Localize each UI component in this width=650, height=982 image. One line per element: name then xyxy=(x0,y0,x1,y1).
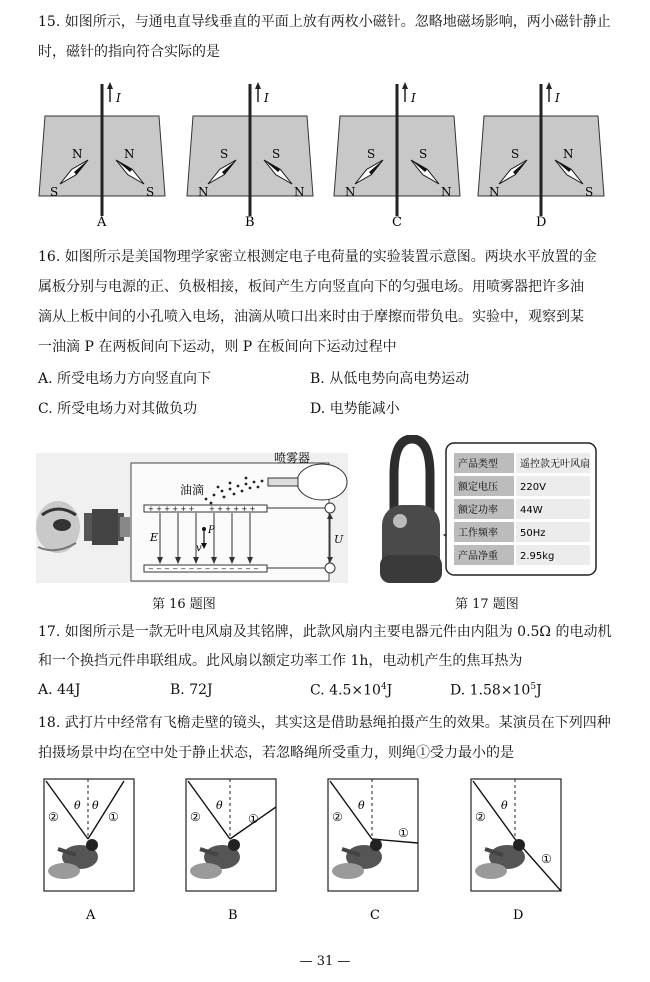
theta-label: θ xyxy=(92,799,99,812)
q15-panel-D xyxy=(478,82,604,228)
theta-label: θ xyxy=(358,799,365,812)
nameplate-value: 遥控款无叶风扇 xyxy=(520,459,590,470)
q17-text-line2: 和一个换挡元件串联组成。此风扇以额定功率工作 1h，电动机产生的焦耳热为 xyxy=(38,653,523,669)
nameplate-key: 工作频率 xyxy=(458,528,498,539)
nameplate-key: 产品类型 xyxy=(458,459,498,470)
rope-2-label: ② xyxy=(48,810,59,824)
nameplate-key: 额定电压 xyxy=(458,482,498,493)
q15-panel-A xyxy=(39,82,165,228)
nameplate-value: 44W xyxy=(520,505,543,516)
theta-label: θ xyxy=(74,799,81,812)
rope-1-label: ① xyxy=(248,812,259,826)
q16-option-d: D. 电势能减小 xyxy=(310,401,400,417)
q16-option-b: B. 从低电势向高电势运动 xyxy=(310,371,470,387)
eye-illustration xyxy=(36,501,80,553)
nameplate-value: 50Hz xyxy=(520,528,546,539)
theta-label: θ xyxy=(501,799,508,812)
q15-panel-B xyxy=(187,82,313,228)
q18-figure xyxy=(0,775,650,925)
q16-caption: 第 16 题图 xyxy=(152,597,216,612)
oil-drop-label: 油滴 xyxy=(180,483,205,497)
q17-option-b: B. 72J xyxy=(170,682,213,698)
pole-label: S xyxy=(146,185,155,199)
theta-label: θ xyxy=(216,799,223,812)
terminal-top xyxy=(325,503,335,513)
pole-label: S xyxy=(419,147,428,161)
q17-option-c: C. $4.5\times 10^4J$ xyxy=(310,682,393,699)
q15-text-line2: 时，磁针的指向符合实际的是 xyxy=(38,44,220,60)
velocity-label-v: v xyxy=(196,543,202,554)
pole-label: N xyxy=(563,147,574,161)
q16-text-line2: 属板分别与电源的正、负极相接，板间产生方向竖直向下的匀强电场。用喷雾器把许多油 xyxy=(38,279,584,295)
q18-text-line1: 18. 武打片中经常有飞檐走壁的镜头，其实这是借助悬绳拍摄产生的效果。某演员在下列四种 xyxy=(38,715,611,731)
pole-label: S xyxy=(220,147,229,161)
q17-option-a: A. 44J xyxy=(38,682,81,698)
microscope-eyepiece xyxy=(84,509,130,545)
bladeless-fan xyxy=(380,439,442,583)
rope-1-label: ① xyxy=(108,810,119,824)
q17-fan-figure xyxy=(374,435,606,585)
field-label-e: E xyxy=(150,531,159,544)
sprayer-label: 喷雾器 xyxy=(274,451,311,465)
option-label: A xyxy=(86,908,96,923)
nameplate-value: 2.95kg xyxy=(520,551,555,562)
plus-signs-left: + + + + + + xyxy=(148,505,195,513)
option-label: A xyxy=(97,215,107,228)
pole-label: S xyxy=(585,185,594,199)
rope-2-label: ② xyxy=(475,810,486,824)
rope-2-label: ② xyxy=(332,810,343,824)
q16-option-c: C. 所受电场力对其做负功 xyxy=(38,401,198,417)
option-label: D xyxy=(513,908,524,923)
option-label: D xyxy=(536,215,547,228)
q18-scene-B xyxy=(186,779,276,923)
voltage-label-u: U xyxy=(334,533,344,546)
drop-label-p: P xyxy=(208,525,215,536)
q17-option-d: D. $1.58\times 10^5J$ xyxy=(450,682,542,699)
q18-text-line2: 拍摄场景中均在空中处于静止状态，若忽略绳所受重力，则绳①受力最小的是 xyxy=(38,745,514,761)
pole-label: N xyxy=(198,185,209,199)
q15-panel-C xyxy=(334,82,460,228)
q18-scene-C xyxy=(328,779,418,923)
pole-label: N xyxy=(345,185,356,199)
pole-label: N xyxy=(441,185,452,199)
current-label: I xyxy=(555,91,560,105)
nameplate-key: 额定功率 xyxy=(458,505,498,516)
q16-text-line1: 16. 如图所示是美国物理学家密立根测定电子电荷量的实验装置示意图。两块水平放置的金 xyxy=(38,249,597,265)
pole-label: N xyxy=(72,147,83,161)
pole-label: N xyxy=(124,147,135,161)
q16-text-line4: 一油滴 P 在两板间向下运动，则 P 在板间向下运动过程中 xyxy=(38,339,397,355)
current-label: I xyxy=(411,91,416,105)
q16-option-a: A. 所受电场力方向竖直向下 xyxy=(38,371,212,387)
pole-label: S xyxy=(50,185,59,199)
option-label: C xyxy=(392,215,402,228)
q15-text-line1: 15. 如图所示，与通电直导线垂直的平面上放有两枚小磁针。忽略地磁场影响，两小磁针静止 xyxy=(38,14,611,30)
current-label: I xyxy=(264,91,269,105)
pole-label: S xyxy=(511,147,520,161)
q16-millikan-figure xyxy=(36,447,348,592)
pole-label: S xyxy=(272,147,281,161)
plus-signs-right: + + + + + + xyxy=(209,505,256,513)
q17-caption: 第 17 题图 xyxy=(455,597,519,612)
option-label: B xyxy=(228,908,238,923)
minus-signs: − − − − − − − − − − − − − − xyxy=(148,565,260,573)
q18-scene-D xyxy=(471,779,561,923)
nameplate-value: 220V xyxy=(520,482,546,493)
rope-1-label: ① xyxy=(398,826,409,840)
option-label: B xyxy=(245,215,255,228)
nameplate-table xyxy=(454,453,590,565)
pole-label: S xyxy=(367,147,376,161)
q18-scene-A xyxy=(44,779,134,923)
pole-label: N xyxy=(294,185,305,199)
current-label: I xyxy=(116,91,121,105)
terminal-bottom xyxy=(325,563,335,573)
oil-drop-p xyxy=(202,527,206,531)
rope-2-label: ② xyxy=(190,810,201,824)
rope-1-label: ① xyxy=(541,852,552,866)
q17-text-line1: 17. 如图所示是一款无叶电风扇及其铭牌，此款风扇内主要电器元件由内阻为 0.5Ω 的电动机 xyxy=(38,624,612,640)
option-label: C xyxy=(370,908,380,923)
pole-label: N xyxy=(489,185,500,199)
page-number: — 31 — xyxy=(299,954,351,969)
nameplate-key: 产品净重 xyxy=(458,551,498,562)
q15-figure xyxy=(0,78,650,228)
q16-text-line3: 滴从上板中间的小孔喷入电场，油滴从喷口出来时由于摩擦而带负电。实验中，观察到某 xyxy=(38,309,584,325)
